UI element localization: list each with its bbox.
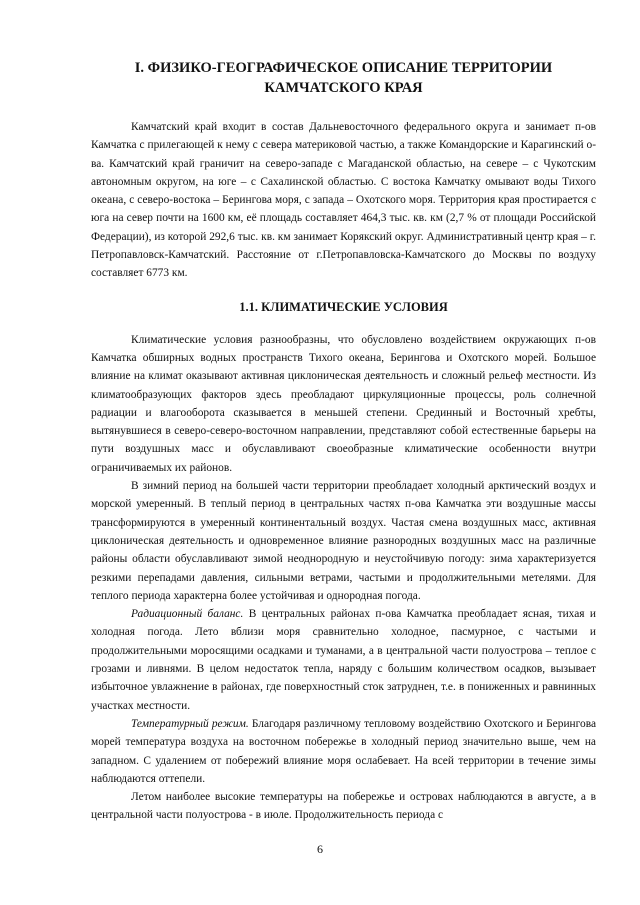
paragraph-radiation-balance: [91, 605, 596, 715]
intro-paragraph: Камчатский край входит в состав Дальневосточного федерального округа и занимает п-ов Камчатка с прилегающей к нему с севера материковой частью, а также Командорские и Карагинский о-ва. Камчатский край граничит на северо-западе с Магаданской областью, на севере – с Чукотским автономным округом, на юге – с Сахалинской областью. С востока Камчатку омывают воды Тихого океана, с северо-востока – Берингова моря, с запада – Охотского моря. Территория края простирается с юга на север почти на 1600 км, её площадь составляет 464,3 тыс. кв. км (2,7 % от площади Российской Федерации), из которой 292,6 тыс. кв. км занимает Корякский округ. Административный центр края – г. Петропавловск-Камчатский. Расстояние от г.Петропавловска-Камчатского до Москвы по воздуху составляет 6773 км.: [91, 121, 596, 280]
title-line-1: I. ФИЗИКО-ГЕОГРАФИЧЕСКОЕ ОПИСАНИЕ ТЕРРИТОРИИ: [134, 60, 553, 76]
title-line-2: КАМЧАТСКОГО КРАЯ: [264, 80, 423, 96]
radiation-balance-text: В центральных районах п-ова Камчатка преобладает ясная, тихая и холодная погода. Лето вблизи моря сравнительно холодное, пасмурное, с частыми и продолжительными моросящими осадками и туманами, а в центральной части полуострова – теплое с грозами и ливнями. В целом недостаток тепла, наряду с большим количеством осадков, вызывает избыточное увлажнение в районах, где поверхностный сток затруднен, т.е. в пониженных и равнинных участках местности.: [91, 608, 597, 712]
paragraph-climate-conditions: Климатические условия разнообразны, что обусловлено воздействием окружающих п-ов Камчатка обширных водных пространств Тихого океана, Берингова и Охотского морей. Большое влияние на климат оказывают активная циклоническая деятельность и сложный рельеф местности. Из климатообразующих факторов здесь преобладают циркуляционные процессы, роль солнечной радиации и влагооборота сказывается в меньшей степени. Срединный и Восточный хребты, вытянувшиеся в северо-северо-восточном направлении, представляют собой естественные барьеры на пути воздушных масс и обуславливают своеобразные климатические особенности внутри ограничиваемых их районов.: [91, 333, 596, 474]
paragraph-temperature-regime: [91, 715, 596, 788]
page-number: 6: [317, 842, 323, 856]
radiation-balance-lead: Радиационный баланс.: [131, 608, 244, 621]
temperature-regime-lead: Температурный режим.: [131, 717, 249, 730]
paragraph-air-masses: В зимний период на большей части территории преобладает холодный арктический воздух и морской умеренный. В теплый период в центральных частях п-ова Камчатка эти воздушные массы трансформируются в умеренный континентальный воздух. Частая смена воздушных масс, активная циклоническая деятельность и одновременное влияние разнородных воздушных масс на различные районы области обуславливают зимой неоднородную и неустойчивую погоду: зима характеризуется резкими перепадами давления, сильными ветрами, частыми и продолжительными метелями. Для теплого периода характерна более устойчивая и однородная погода.: [91, 480, 596, 602]
document-page: [91, 58, 596, 825]
section-title: 1.1. КЛИМАТИЧЕСКИЕ УСЛОВИЯ: [239, 299, 448, 314]
temperature-regime-text: Благодаря различному тепловому воздействию Охотского и Берингова морей температура воздуха на восточном побережье в холодный период значительно выше, чем на западном. С удалением от побережий влияние моря ослабевает. На всей территории в течение зимы наблюдаются оттепели.: [91, 717, 596, 785]
page-title: [91, 58, 596, 98]
paragraph-summer-temperatures: Летом наиболее высокие температуры на побережье и островах наблюдаются в августе, а в центральной части полуострова - в июле. Продолжительность периода с: [91, 791, 596, 822]
